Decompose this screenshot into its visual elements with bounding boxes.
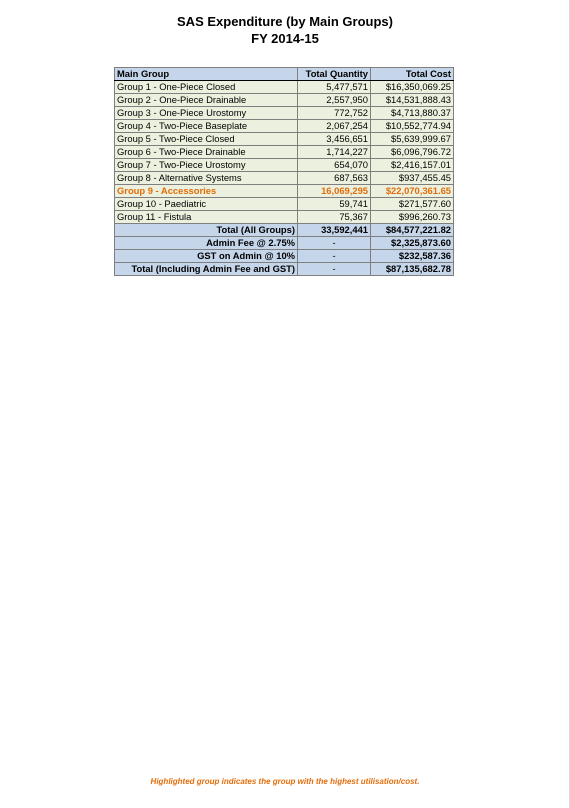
- summary-label: Admin Fee @ 2.75%: [115, 237, 298, 250]
- cost-cell: $5,639,999.67: [371, 133, 454, 146]
- summary-quantity: -: [298, 237, 371, 250]
- total-all-groups-row: [115, 224, 454, 237]
- summary-quantity: -: [298, 250, 371, 263]
- group-name-cell: Group 9 - Accessories: [115, 185, 298, 198]
- cost-cell: $22,070,361.65: [371, 185, 454, 198]
- quantity-cell: 3,456,651: [298, 133, 371, 146]
- summary-cost: $2,325,873.60: [371, 237, 454, 250]
- cost-cell: $16,350,069.25: [371, 81, 454, 94]
- summary-label: Total (All Groups): [115, 224, 298, 237]
- summary-quantity: 33,592,441: [298, 224, 371, 237]
- table-row: [115, 159, 454, 172]
- cost-cell: $937,455.45: [371, 172, 454, 185]
- grand-total-row: [115, 263, 454, 276]
- table-row: [115, 107, 454, 120]
- quantity-cell: 654,070: [298, 159, 371, 172]
- column-header-total-quantity: Total Quantity: [298, 68, 371, 81]
- expenditure-table: [114, 67, 454, 276]
- summary-cost: $232,587.36: [371, 250, 454, 263]
- summary-cost: $87,135,682.78: [371, 263, 454, 276]
- table-row: [115, 198, 454, 211]
- quantity-cell: 2,557,950: [298, 94, 371, 107]
- quantity-cell: 5,477,571: [298, 81, 371, 94]
- quantity-cell: 687,563: [298, 172, 371, 185]
- summary-quantity: -: [298, 263, 371, 276]
- group-name-cell: Group 8 - Alternative Systems: [115, 172, 298, 185]
- group-name-cell: Group 7 - Two-Piece Urostomy: [115, 159, 298, 172]
- cost-cell: $14,531,888.43: [371, 94, 454, 107]
- report-title: SAS Expenditure (by Main Groups): [177, 14, 393, 29]
- cost-cell: $2,416,157.01: [371, 159, 454, 172]
- table-row: [115, 146, 454, 159]
- group-name-cell: Group 4 - Two-Piece Baseplate: [115, 120, 298, 133]
- quantity-cell: 59,741: [298, 198, 371, 211]
- cost-cell: $10,552,774.94: [371, 120, 454, 133]
- report-subtitle: FY 2014-15: [251, 31, 319, 46]
- table-row: [115, 120, 454, 133]
- group-name-cell: Group 3 - One-Piece Urostomy: [115, 107, 298, 120]
- summary-cost: $84,577,221.82: [371, 224, 454, 237]
- table-row: [115, 211, 454, 224]
- cost-cell: $271,577.60: [371, 198, 454, 211]
- group-name-cell: Group 11 - Fistula: [115, 211, 298, 224]
- table-header-row: [115, 68, 454, 81]
- admin-fee-row: [115, 237, 454, 250]
- group-name-cell: Group 6 - Two-Piece Drainable: [115, 146, 298, 159]
- cost-cell: $4,713,880.37: [371, 107, 454, 120]
- table-row: [115, 172, 454, 185]
- table-row: [115, 94, 454, 107]
- quantity-cell: 16,069,295: [298, 185, 371, 198]
- group-name-cell: Group 2 - One-Piece Drainable: [115, 94, 298, 107]
- quantity-cell: 75,367: [298, 211, 371, 224]
- gst-on-admin-row: [115, 250, 454, 263]
- highlighted-table-row: [115, 185, 454, 198]
- cost-cell: $6,096,796.72: [371, 146, 454, 159]
- group-name-cell: Group 1 - One-Piece Closed: [115, 81, 298, 94]
- quantity-cell: 2,067,254: [298, 120, 371, 133]
- column-header-main-group: Main Group: [115, 68, 298, 81]
- table-row: [115, 81, 454, 94]
- group-name-cell: Group 5 - Two-Piece Closed: [115, 133, 298, 146]
- footnote: Highlighted group indicates the group with the highest utilisation/cost.: [150, 777, 420, 786]
- summary-label: Total (Including Admin Fee and GST): [115, 263, 298, 276]
- group-name-cell: Group 10 - Paediatric: [115, 198, 298, 211]
- quantity-cell: 772,752: [298, 107, 371, 120]
- column-header-total-cost: Total Cost: [371, 68, 454, 81]
- cost-cell: $996,260.73: [371, 211, 454, 224]
- table-row: [115, 133, 454, 146]
- quantity-cell: 1,714,227: [298, 146, 371, 159]
- summary-label: GST on Admin @ 10%: [115, 250, 298, 263]
